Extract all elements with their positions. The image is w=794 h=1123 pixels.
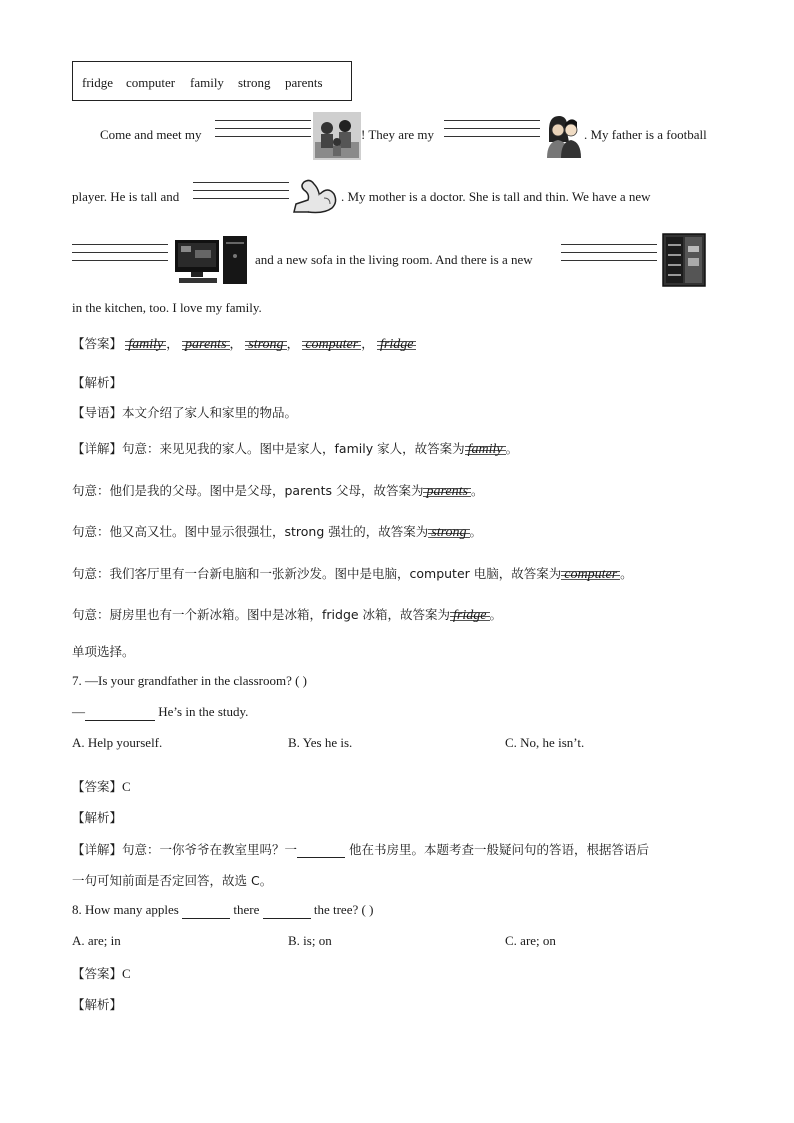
q7-option-c[interactable]: C. No, he isn’t.	[505, 735, 585, 750]
answer-label: 【答案】	[72, 336, 123, 351]
detail-line	[72, 564, 633, 582]
detail-end: 。	[489, 607, 503, 622]
detail-line	[72, 439, 518, 457]
answer-label: 【答案】	[72, 966, 123, 981]
section-title: 单项选择。	[72, 644, 135, 659]
fridge-icon	[661, 232, 707, 288]
analysis-label: 【解析】	[72, 375, 123, 390]
q8-option-a[interactable]: A. are; in	[72, 933, 121, 948]
q7-reply-suffix: He’s in the study.	[155, 704, 249, 719]
q8-stem-a: 8. How many apples	[72, 902, 179, 917]
detail-text: 句意：一你爷爷在教室里吗？一	[122, 842, 298, 857]
passage-text: . My mother is a doctor. She is tall and thin. We have a new	[341, 189, 651, 204]
q8-blank-2[interactable]	[263, 902, 311, 919]
word-bank-item: computer	[126, 75, 176, 90]
detail-answer: family	[465, 442, 506, 457]
answer-family: family	[125, 337, 166, 352]
answer-row: 【答案】 family ， parents ， strong ， computer ， fridge	[72, 334, 416, 352]
guide-label: 【导语】	[72, 405, 123, 420]
q8-option-b[interactable]: B. is; on	[288, 933, 332, 948]
passage-text: player. He is tall and	[72, 189, 180, 204]
passage-text: ! They are my	[361, 127, 435, 142]
guide-text: 本文介绍了家人和家里的物品。	[122, 405, 298, 420]
passage-text: . My father is a football	[584, 127, 707, 142]
detail-end: 。	[469, 524, 483, 539]
blank-lines[interactable]	[215, 120, 311, 144]
q7-detail-line	[72, 840, 649, 858]
family-photo-icon	[313, 112, 361, 160]
q7-answer-blank[interactable]	[85, 704, 155, 721]
passage-text: and a new sofa in the living room. And there is a new	[255, 252, 533, 267]
word-bank-item: fridge	[82, 75, 114, 90]
detail-end: 。	[620, 566, 633, 581]
parents-icon	[543, 112, 583, 160]
blank-lines[interactable]	[193, 182, 289, 206]
blank-lines[interactable]	[72, 244, 168, 268]
answer-parents: parents	[182, 337, 229, 352]
q7-answer-row	[72, 777, 131, 795]
detail-blank	[297, 842, 345, 858]
analysis-label: 【解析】	[72, 997, 123, 1012]
detail-label: 【详解】	[72, 842, 123, 857]
answer-computer: computer	[302, 337, 361, 352]
passage-text: Come and meet my	[100, 127, 202, 142]
blank-lines[interactable]	[444, 120, 540, 144]
analysis-label: 【解析】	[72, 810, 123, 825]
detail-answer: computer	[561, 567, 620, 582]
detail-text: 他在书房里。本题考查一般疑问句的答语，根据答语后	[345, 842, 650, 857]
q7-option-b[interactable]: B. Yes he is.	[288, 735, 353, 750]
detail-label: 【详解】	[72, 441, 123, 456]
q7-option-a[interactable]: A. Help yourself.	[72, 735, 163, 750]
detail-text: 句意：他们是我的父母。图中是父母，parents 父母，故答案为	[72, 483, 424, 498]
detail-end: 。	[470, 483, 484, 498]
q7-answer: C	[122, 779, 131, 794]
q7-reply-prefix: —	[72, 704, 85, 719]
q7-reply	[72, 704, 248, 721]
detail-line	[72, 481, 483, 499]
detail-text: 句意：我们客厅里有一台新电脑和一张新沙发。图中是电脑，computer 电脑，故答案为	[72, 566, 562, 581]
q8-stem-b: there	[233, 902, 260, 917]
q7-detail-line2: 一句可知前面是否定回答，故选 C。	[72, 873, 273, 888]
blank-lines[interactable]	[561, 244, 657, 268]
q8-option-c[interactable]: C. are; on	[505, 933, 556, 948]
q7-stem: 7. —Is your grandfather in the classroom? ( )	[72, 673, 308, 688]
computer-icon	[173, 236, 249, 286]
q8-answer: C	[122, 966, 131, 981]
guide-row	[72, 403, 297, 421]
detail-text: 句意：来见见我的家人。图中是家人，family 家人，故答案为	[122, 441, 465, 456]
detail-end: 。	[505, 441, 519, 456]
passage-text: in the kitchen, too. I love my family.	[72, 300, 262, 315]
q8-answer-row	[72, 964, 131, 982]
detail-answer: strong	[428, 525, 469, 540]
q8-stem	[72, 902, 373, 919]
answer-label: 【答案】	[72, 779, 123, 794]
detail-text: 句意：他又高又壮。图中显示很强壮，strong 强壮的，故答案为	[72, 524, 429, 539]
detail-text: 句意：厨房里也有一个新冰箱。图中是冰箱，fridge 冰箱，故答案为	[72, 607, 451, 622]
q8-blank-1[interactable]	[182, 902, 230, 919]
word-bank-item: family	[190, 75, 224, 90]
strong-arm-icon	[290, 176, 340, 218]
q8-stem-c: the tree? ( )	[313, 902, 374, 917]
answer-strong: strong	[245, 337, 286, 352]
word-bank-box	[72, 61, 352, 101]
detail-line	[72, 522, 482, 540]
detail-line	[72, 605, 502, 623]
answer-fridge: fridge	[377, 337, 416, 352]
word-bank-item: parents	[285, 75, 323, 90]
detail-answer: parents	[423, 484, 470, 499]
word-bank-item: strong	[238, 75, 271, 90]
detail-answer: fridge	[450, 608, 489, 623]
